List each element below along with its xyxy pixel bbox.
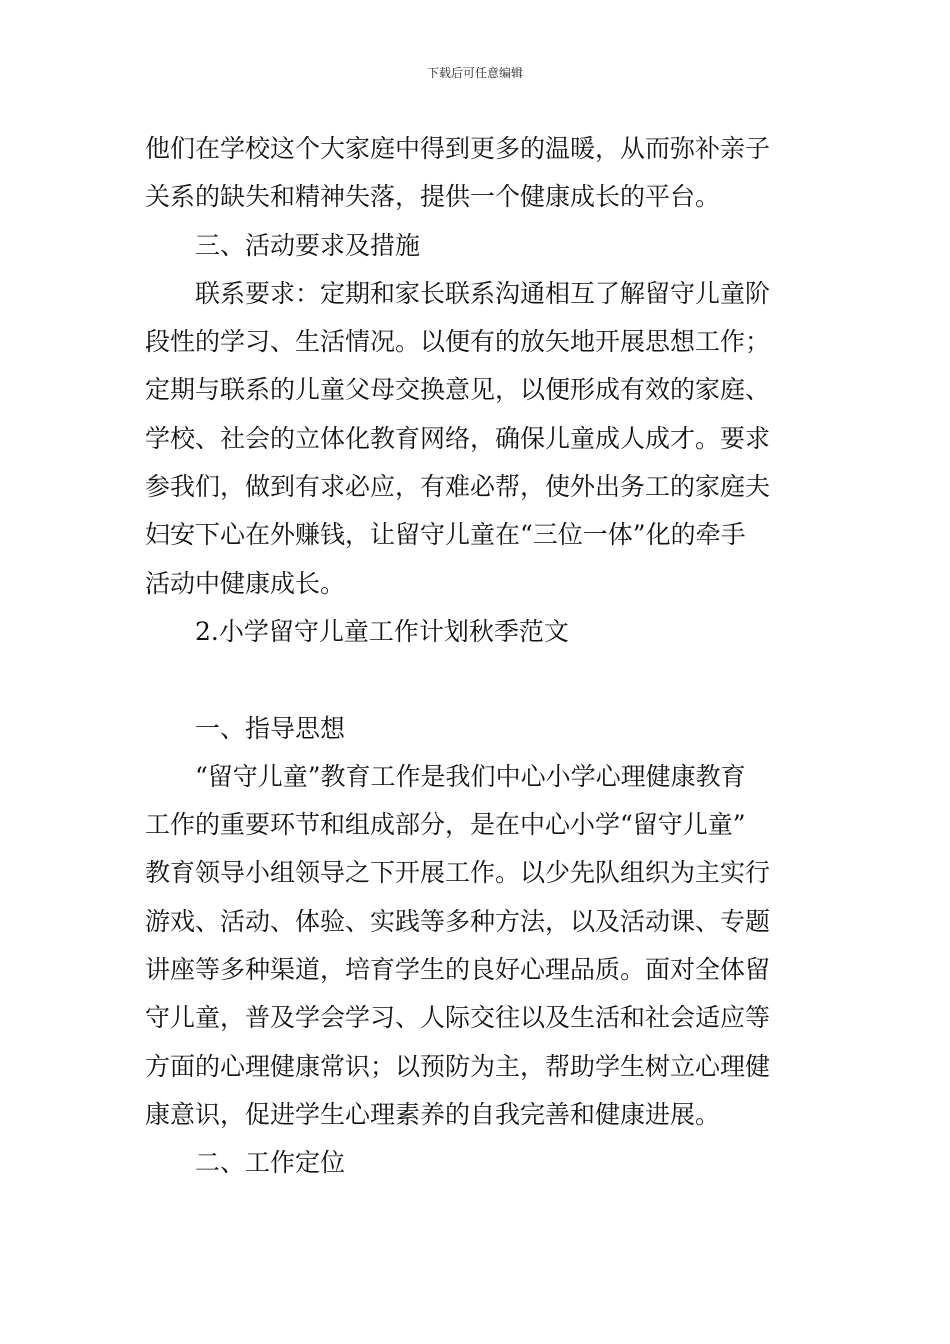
text-line: 他们在学校这个大家庭中得到更多的温暖，从而弥补亲子 [145, 134, 771, 163]
text-line: 方面的心理健康常识；以预防为主，帮助学生树立心理健 [145, 1051, 771, 1081]
text-line: 活动中健康成长。 [145, 568, 346, 598]
text-line: “留守儿童”教育工作是我们中心小学心理健康教育 [195, 761, 746, 791]
section-heading: 一、指导思想 [195, 713, 346, 743]
text-line: 讲座等多种渠道，培育学生的良好心理品质。面对全体留 [145, 955, 771, 985]
text-line: 妇安下心在外赚钱，让留守儿童在“三位一体”化的牵手 [145, 520, 746, 550]
blank-line [145, 656, 807, 704]
section-heading: 三、活动要求及措施 [195, 230, 421, 260]
article-title: 2.小学留守儿童工作计划秋季范文 [195, 616, 569, 646]
text-line: 段性的学习、生活情况。以便有的放矢地开展思想工作； [145, 327, 771, 357]
section-heading: 二、工作定位 [195, 1148, 346, 1178]
text-line: 关系的缺失和精神失落，提供一个健康成长的平台。 [145, 182, 721, 212]
text-line: 学校、社会的立体化教育网络，确保儿童成人成才。要求 [145, 423, 771, 453]
text-line: 守儿童，普及学会学习、人际交往以及生活和社会适应等 [145, 1003, 771, 1033]
text-line: 联系要求：定期和家长联系沟通相互了解留守儿童阶 [195, 278, 771, 308]
text-line: 工作的重要环节和组成部分，是在中心小学“留守儿童” [145, 810, 746, 840]
text-line: 教育领导小组领导之下开展工作。以少先队组织为主实行 [145, 858, 771, 888]
document-body [145, 125, 807, 1188]
page-header: 下载后可任意编辑 [426, 66, 523, 80]
text-line: 参我们，做到有求必应，有难必帮，使外出务工的家庭夫 [145, 472, 771, 502]
text-line: 康意识，促进学生心理素养的自我完善和健康进展。 [145, 1099, 721, 1129]
text-line: 定期与联系的儿童父母交换意见，以便形成有效的家庭、 [145, 375, 771, 405]
text-line: 游戏、活动、体验、实践等多种方法，以及活动课、专题 [145, 906, 771, 936]
